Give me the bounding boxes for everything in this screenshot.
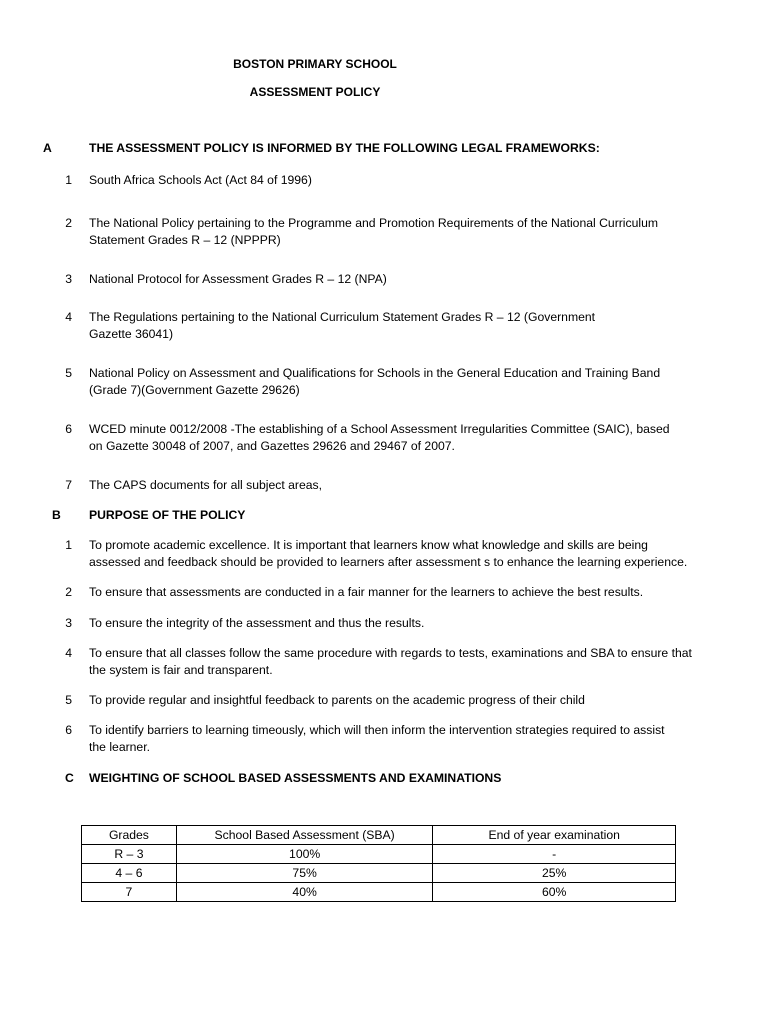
- table-cell: 60%: [433, 883, 676, 902]
- list-item-number: 4: [65, 310, 72, 324]
- list-item: [89, 172, 729, 189]
- list-item-line: National Protocol for Assessment Grades R – 12 (NPA): [89, 272, 387, 286]
- list-item-line: To ensure that assessments are conducted in a fair manner for the learners to achieve the best results.: [89, 585, 644, 599]
- list-item: [89, 365, 729, 399]
- list-item-line: Gazette 36041): [89, 327, 174, 341]
- list-item-line: the learner.: [89, 740, 150, 754]
- list-item-line: To ensure that all classes follow the same procedure with regards to tests, examinations and SBA to ensure that: [89, 646, 692, 660]
- list-item-line: To ensure the integrity of the assessment and thus the results.: [89, 616, 425, 630]
- list-item-line: The National Policy pertaining to the Programme and Promotion Requirements of the National Curriculum: [89, 216, 659, 230]
- list-item-number: 2: [65, 585, 72, 599]
- list-item: [89, 477, 729, 494]
- table-row: [82, 845, 676, 864]
- table-cell: -: [433, 845, 676, 864]
- table-header-row: [82, 826, 676, 845]
- list-item-number: 3: [65, 272, 72, 286]
- list-item-number: 6: [65, 723, 72, 737]
- table-cell: R – 3: [82, 845, 177, 864]
- table-row: [82, 864, 676, 883]
- list-item: [89, 309, 729, 343]
- list-item: [89, 692, 729, 709]
- table-cell: 7: [82, 883, 177, 902]
- list-item-line: To promote academic excellence. It is important that learners know what knowledge and skills are being: [89, 538, 648, 552]
- list-item-line: (Grade 7)(Government Gazette 29626): [89, 383, 300, 397]
- list-item-number: 6: [65, 422, 72, 436]
- list-item: [89, 584, 729, 601]
- table-cell: 25%: [433, 864, 676, 883]
- list-item: [89, 215, 729, 249]
- list-item: [89, 537, 729, 571]
- list-item-number: 3: [65, 616, 72, 630]
- list-item-line: To identify barriers to learning timeously, which will then inform the intervention strategies required to assist: [89, 723, 665, 737]
- list-item-line: The Regulations pertaining to the National Curriculum Statement Grades R – 12 (Government: [89, 310, 596, 324]
- list-item-number: 4: [65, 646, 72, 660]
- list-item-line: on Gazette 30048 of 2007, and Gazettes 29626 and 29467 of 2007.: [89, 439, 455, 453]
- list-item-number: 5: [65, 366, 72, 380]
- list-item-line: National Policy on Assessment and Qualifications for Schools in the General Education and Training Band: [89, 366, 661, 380]
- list-item: [89, 645, 739, 679]
- list-item-number: 7: [65, 478, 72, 492]
- list-item-line: The CAPS documents for all subject areas,: [89, 478, 323, 492]
- list-item-number: 5: [65, 693, 72, 707]
- table-header-cell: End of year examination: [433, 826, 676, 845]
- list-item-line: Statement Grades R – 12 (NPPPR): [89, 233, 281, 247]
- list-item-number: 1: [65, 538, 72, 552]
- list-item: [89, 722, 729, 756]
- list-item: [89, 421, 729, 455]
- table-cell: 4 – 6: [82, 864, 177, 883]
- table-row: [82, 883, 676, 902]
- section-a-heading: THE ASSESSMENT POLICY IS INFORMED BY THE FOLLOWING LEGAL FRAMEWORKS:: [89, 141, 600, 155]
- section-b-letter: B: [52, 508, 61, 522]
- section-c-letter: C: [65, 771, 74, 785]
- table-cell: 75%: [176, 864, 433, 883]
- section-a-letter: A: [43, 141, 52, 155]
- table-header-cell: Grades: [82, 826, 177, 845]
- list-item-line: the system is fair and transparent.: [89, 663, 273, 677]
- weighting-table: [81, 825, 676, 902]
- table-cell: 40%: [176, 883, 433, 902]
- list-item: [89, 615, 729, 632]
- list-item-line: South Africa Schools Act (Act 84 of 1996): [89, 173, 312, 187]
- page-title: ASSESSMENT POLICY: [249, 85, 381, 99]
- list-item-number: 2: [65, 216, 72, 230]
- section-b-heading: PURPOSE OF THE POLICY: [89, 508, 246, 522]
- list-item-line: assessed and feedback should be provided to learners after assessment s to enhance the learning experience.: [89, 555, 688, 569]
- list-item-line: WCED minute 0012/2008 -The establishing of a School Assessment Irregularities Committee (SAIC), based: [89, 422, 670, 436]
- list-item-number: 1: [65, 173, 72, 187]
- school-name: BOSTON PRIMARY SCHOOL: [233, 57, 397, 71]
- table-cell: 100%: [176, 845, 433, 864]
- list-item-line: To provide regular and insightful feedback to parents on the academic progress of their child: [89, 693, 585, 707]
- table-header-cell: School Based Assessment (SBA): [176, 826, 433, 845]
- section-c-heading: WEIGHTING OF SCHOOL BASED ASSESSMENTS AND EXAMINATIONS: [89, 771, 502, 785]
- list-item: [89, 271, 729, 288]
